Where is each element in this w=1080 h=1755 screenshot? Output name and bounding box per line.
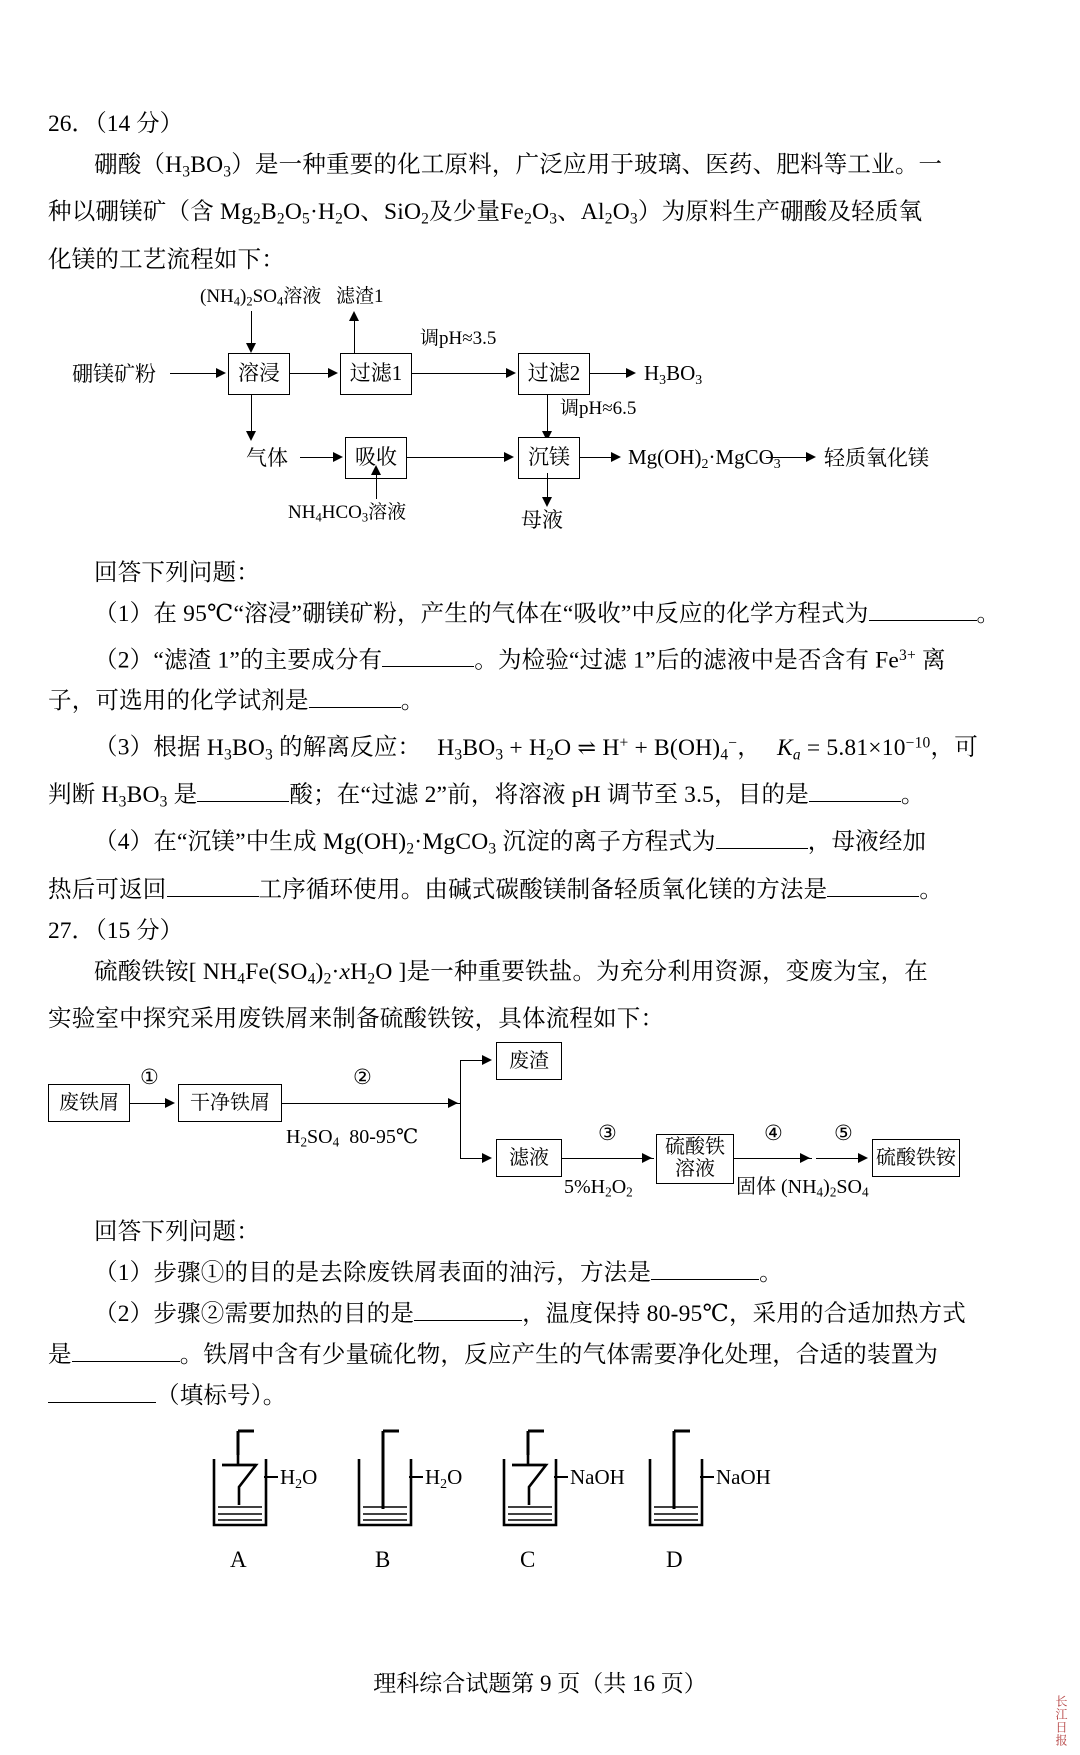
- flow2-arrow-to-waste: [482, 1055, 492, 1065]
- apparatus-option-d[interactable]: [644, 1429, 771, 1572]
- q26-q4-text-c: ，母液经加: [807, 829, 927, 856]
- flow-line-leach-to-filter1: [290, 373, 330, 374]
- flow-box-precipitate-mg: 沉镁: [518, 437, 580, 479]
- flow2-h2so4-temp-label: $H_2SO_4$ 80-95℃: [286, 1125, 419, 1150]
- flow2-step-4-label: ④: [764, 1120, 783, 1145]
- flow-line-carbonate-to-mgo: [766, 457, 810, 458]
- flow-arrow-gas-to-absorb: [333, 452, 343, 462]
- q26-intro-b: ）是一种重要的化工原料，广泛应用于玻璃、医药、肥料等工业。一: [231, 152, 943, 178]
- apparatus-b-label: $H_2O$: [425, 1464, 463, 1491]
- apparatus-d-letter: D: [666, 1546, 683, 1572]
- flow-arrow-filter2-to-product: [626, 368, 636, 378]
- q26-q3-text-b: 的解离反应：: [272, 734, 422, 761]
- q26-intro-a: 硼酸（: [94, 152, 166, 178]
- apparatus-option-a[interactable]: [208, 1429, 318, 1572]
- flow2-box-scrap-iron: 废铁屑: [48, 1084, 130, 1122]
- equation-ka: $K_a = 5.81\times 10^{-10}$: [776, 734, 931, 763]
- q26-q3-blank-2[interactable]: [809, 801, 901, 802]
- flow2-line-5: [816, 1158, 862, 1159]
- q27-sub-question-2-line-1: [48, 1294, 966, 1335]
- q27-q1-period: 。: [759, 1259, 783, 1286]
- formula-mg2b2o5: $Mg_2B_2O_5\cdot H_2O$: [219, 199, 361, 228]
- flow-mother-liquor-label: 母液: [521, 507, 563, 532]
- q26-q4-blank-2[interactable]: [167, 896, 259, 897]
- flow-input-ore-label: 硼镁矿粉: [72, 361, 156, 386]
- q26-intro-line-3: 化镁的工艺流程如下：: [48, 246, 285, 273]
- flow2-box-ferric-solution: [656, 1134, 734, 1184]
- flow2-arrow-3: [642, 1153, 652, 1163]
- q27-q2-line3-b: （填标号）。: [156, 1382, 287, 1409]
- flow-box-leach: 溶浸: [228, 353, 290, 395]
- equation-dissociation: $H_3BO_3 + H_2O$ ⇌ $H^+ + B(OH)_4^-$: [437, 734, 738, 763]
- flow-arrow-precip-to-carbonate: [611, 452, 621, 462]
- question-26-number: 26: [48, 111, 72, 137]
- watermark: 长江日报: [1054, 1695, 1068, 1747]
- apparatus-c-label: NaOH: [570, 1464, 625, 1489]
- flow-arrow-nh4hco3-up: [371, 465, 381, 475]
- flow-arrow-leach-to-filter1: [328, 368, 338, 378]
- q26-q1-blank[interactable]: [869, 620, 977, 621]
- apparatus-option-c[interactable]: [498, 1429, 625, 1572]
- apparatus-c-letter: C: [520, 1546, 536, 1572]
- formula-fe2o3: $Fe_2O_3$: [500, 199, 558, 228]
- flow2-box-filtrate: 滤液: [496, 1139, 562, 1177]
- flow-line-absorb-to-precip: [407, 457, 507, 458]
- flow2-box-final-product: 硫酸铁铵: [872, 1139, 960, 1177]
- q26-q2-line2-a: 子，可选用的化学试剂是: [48, 688, 309, 715]
- q26-intro2-a: 种以硼镁矿（含: [48, 199, 220, 226]
- flow2-arrow-4: [800, 1153, 810, 1163]
- q27-q1-text: （1）步骤①的目的是去除废铁屑表面的油污，方法是: [94, 1259, 652, 1286]
- flow-reagent-nh4hco3: $NH_4HCO_3$溶液: [288, 501, 407, 525]
- q27-answer-prompt: 回答下列问题：: [94, 1218, 260, 1245]
- flow2-line-3: [562, 1158, 654, 1159]
- q27-q2-blank-2[interactable]: [72, 1361, 180, 1362]
- flow-gas-label: 气体: [246, 445, 288, 470]
- q26-intro-line-1: [48, 145, 960, 192]
- q26-q4-line2-c: 。: [919, 876, 944, 903]
- q26-q2-text-a: （2）“滤渣 1”的主要成分有: [94, 647, 383, 674]
- question-27-heading: 27．（15 分）: [48, 917, 184, 944]
- flow-line-leach-to-gas: [251, 395, 252, 435]
- q26-sub-question-3-line-2: [48, 775, 960, 822]
- q27-q1-blank[interactable]: [651, 1279, 759, 1280]
- q26-sub-question-4-line-2: [48, 870, 960, 911]
- q26-q4-line2-b: 工序循环使用。由碱式碳酸镁制备轻质氧化镁的方法是: [258, 876, 828, 903]
- q27-sub-question-2-line-3: [48, 1376, 960, 1417]
- flow2-arrow-2: [448, 1098, 458, 1108]
- question-27-points: （15 分）: [95, 917, 184, 944]
- q27-q2-text-a: （2）步骤②需要加热的目的是: [94, 1300, 415, 1327]
- q26-q4-text-a: （4）在“沉镁”中生成: [94, 829, 323, 856]
- q27-intro-line-1: [48, 952, 960, 999]
- q26-q3-line2-b: 是: [167, 781, 198, 808]
- question-26-points: （14 分）: [95, 111, 184, 137]
- flow2-arrow-to-filtrate: [482, 1153, 492, 1163]
- q26-q3-line2-d: 。: [900, 781, 925, 808]
- formula-ammonium-iron-sulfate: $NH_4Fe(SO_4)_2\cdot xH_2O$: [202, 958, 393, 987]
- apparatus-a-letter: A: [230, 1546, 247, 1572]
- flow2-ferric-line-2: 溶液: [675, 1157, 715, 1180]
- flow-ph-65-label: 调pH≈6.5: [560, 397, 637, 419]
- q26-intro-line-2: [48, 192, 960, 239]
- flow-line-residue-up: [354, 319, 355, 353]
- q27-intro-b: ]是一种重要铁盐。为充分利用资源，变废为宝，在: [392, 958, 928, 985]
- flow-line-nh4hco3-up: [376, 473, 377, 499]
- flow-arrow-carbonate-to-mgo: [806, 452, 816, 462]
- q26-q4-blank-3[interactable]: [827, 896, 919, 897]
- q26-q2-charge: 3+: [899, 646, 916, 664]
- flow-residue-1-label: 滤渣1: [336, 285, 384, 307]
- flow-line-filter1-to-filter2: [412, 373, 510, 374]
- flow-product-boric-acid: $H_3BO_3$: [644, 360, 703, 387]
- beaker-a-drawing: [208, 1429, 278, 1539]
- question-27-number: 27: [48, 917, 72, 944]
- q27-q2-line2-a: 是: [48, 1341, 72, 1368]
- flow-box-filter-2: 过滤2: [518, 353, 590, 395]
- flow-line-precip-to-carbonate: [580, 457, 614, 458]
- q26-q4-blank-1[interactable]: [716, 848, 808, 849]
- flow-arrow-filter1-to-filter2: [506, 368, 516, 378]
- flow-box-filter-1: 过滤1: [340, 353, 412, 395]
- flow-arrow-ore-to-leach: [216, 368, 226, 378]
- q26-process-flowchart: [48, 285, 960, 485]
- beaker-c-drawing: [498, 1429, 568, 1539]
- q26-q1-period: 。: [976, 600, 1001, 627]
- flow2-box-clean-iron: 干净铁屑: [178, 1084, 282, 1122]
- q26-q3-text-c: ，可: [930, 734, 978, 761]
- q26-answer-prompt: 回答下列问题：: [94, 559, 260, 586]
- q26-flow-bottom-labels: [48, 485, 960, 543]
- flow2-step-5-label: ⑤: [834, 1120, 853, 1145]
- formula-al2o3: $Al_2O_3$: [580, 199, 638, 228]
- flow2-solid-salt-label: 固体 $(NH_4)_2SO_4$: [736, 1175, 869, 1200]
- q26-q3-text-a: （3）根据: [94, 734, 207, 761]
- beaker-d-drawing: [644, 1429, 714, 1539]
- formula-h3bo3-q3: $H_3BO_3$: [206, 734, 273, 763]
- q27-process-flowchart: [48, 1046, 960, 1200]
- flow-line-ore-to-leach: [170, 373, 218, 374]
- formula-h3bo3: $H_3BO_3$: [165, 152, 232, 181]
- flow-reagent-ammonium-sulfate: $(NH_4)_2SO_4$溶液: [200, 285, 322, 309]
- flow2-step-1-label: ①: [140, 1064, 159, 1089]
- flow2-ferric-line-1: 硫酸铁: [665, 1136, 725, 1159]
- q26-intro2-e: ）为原料生产硼酸及轻质氧: [637, 199, 923, 226]
- flow-box-absorb: 吸收: [345, 437, 407, 479]
- question-26-heading: 26．（14 分）: [48, 111, 184, 137]
- flow2-box-waste-slag: 废渣: [496, 1042, 562, 1080]
- flow-line-reagent-down: [251, 311, 252, 345]
- flow2-step-2-label: ②: [353, 1064, 372, 1089]
- flow-line-gas-to-absorb: [300, 457, 336, 458]
- q26-sub-question-3-line-1: （3）根据 $H_3BO_3$ 的解离反应： $H_3BO_3 + H_2O$ ⇌ $H^+ + B(OH)_4^-$， $K_a = 5.81\times 10^{-10}$，可: [94, 734, 978, 763]
- q26-sub-question-2-line-2: [48, 681, 960, 722]
- q27-sub-question-1: [48, 1253, 960, 1294]
- apparatus-a-label: $H_2O$: [280, 1464, 318, 1491]
- flow-product-basic-carbonate: $Mg(OH)_2\cdot MgCO_3$: [628, 444, 781, 471]
- q26-q4-text-b: 沉淀的离子方程式为: [496, 829, 716, 856]
- q26-q3-line2-c: 酸；在“过滤 2”前，将溶液 pH 调节至 3.5，目的是: [289, 781, 809, 808]
- flow-arrow-reagent-down: [246, 343, 256, 353]
- formula-sio2: SiO$_2$: [383, 199, 430, 228]
- q26-q2-blank-1[interactable]: [382, 666, 474, 667]
- flow2-split-vline: [460, 1060, 461, 1158]
- page-footer: 理科综合试题第 9 页（共 16 页）: [373, 1671, 707, 1696]
- q26-sub-question-4-line-1: [48, 822, 960, 869]
- flow2-step-3-label: ③: [598, 1120, 617, 1145]
- q26-sep2: 、: [557, 199, 581, 226]
- apparatus-option-b[interactable]: [353, 1429, 463, 1572]
- q26-q3-blank-1[interactable]: [197, 801, 289, 802]
- q26-q2-text-c: 离: [915, 647, 946, 674]
- apparatus-b-letter: B: [375, 1546, 391, 1572]
- q26-q2-blank-2[interactable]: [309, 707, 401, 708]
- flow2-arrow-1: [165, 1098, 175, 1108]
- flow2-line-2: [282, 1103, 460, 1104]
- q27-q2-line2-b: 。铁屑中含有少量硫化物，反应产生的气体需要净化处理，合适的装置为: [179, 1341, 939, 1368]
- q26-sep1: 、: [360, 199, 384, 226]
- flow-line-filter2-to-product: [590, 373, 628, 374]
- q26-q2-line2-b: 。: [400, 688, 425, 715]
- flow2-arrow-5: [858, 1153, 868, 1163]
- flow2-h2o2-label: $5\%H_2O_2$: [564, 1175, 633, 1200]
- flow-line-filter2-to-precip: [547, 395, 548, 435]
- beaker-b-drawing: [353, 1429, 423, 1539]
- flow-arrow-leach-to-gas: [246, 431, 256, 441]
- q26-sub-question-1: [48, 594, 1001, 635]
- flow2-line-1: [130, 1103, 168, 1104]
- q26-sub-question-2-line-1: [48, 635, 960, 681]
- page-content: [48, 104, 1001, 1579]
- q27-q2-text-b: ，温度保持 80-95℃，采用的合适加热方式: [522, 1300, 966, 1327]
- formula-basic-mg-carbonate: $Mg(OH)_2\cdot MgCO_3$: [322, 829, 497, 858]
- q27-intro-a: 硫酸铁铵[: [94, 958, 203, 985]
- flow-ph-35-label: 调pH≈3.5: [420, 327, 497, 349]
- q27-intro-line-2: 实验室中探究采用废铁屑来制备硫酸铁铵，具体流程如下：: [48, 1005, 665, 1032]
- flow-arrow-mother-liquor-down: [542, 497, 552, 507]
- q27-q2-blank-1[interactable]: [414, 1320, 522, 1321]
- q27-sub-question-2-line-2: [48, 1335, 960, 1376]
- q26-intro2-c: 及少量: [429, 199, 501, 226]
- q26-q4-line2-a: 热后可返回: [48, 876, 167, 903]
- formula-h3bo3-q3b: $H_3BO_3$: [101, 781, 168, 811]
- flow-product-light-mgo: 轻质氧化镁: [824, 445, 929, 470]
- flow-arrow-residue-up: [349, 311, 359, 321]
- q26-q1-text: （1）在 95℃“溶浸”硼镁矿粉，产生的气体在“吸收”中反应的化学方程式为: [94, 600, 869, 627]
- flow-arrow-absorb-to-precip: [504, 452, 514, 462]
- q26-q2-text-b: 。为检验“过滤 1”后的滤液中是否含有 Fe: [474, 647, 900, 674]
- flow-line-mother-liquor-down: [547, 473, 548, 499]
- apparatus-options: [48, 1429, 960, 1579]
- q26-q3-line2-a: 判断: [48, 781, 102, 808]
- apparatus-d-label: NaOH: [716, 1464, 771, 1489]
- q27-q2-blank-3[interactable]: [48, 1402, 156, 1403]
